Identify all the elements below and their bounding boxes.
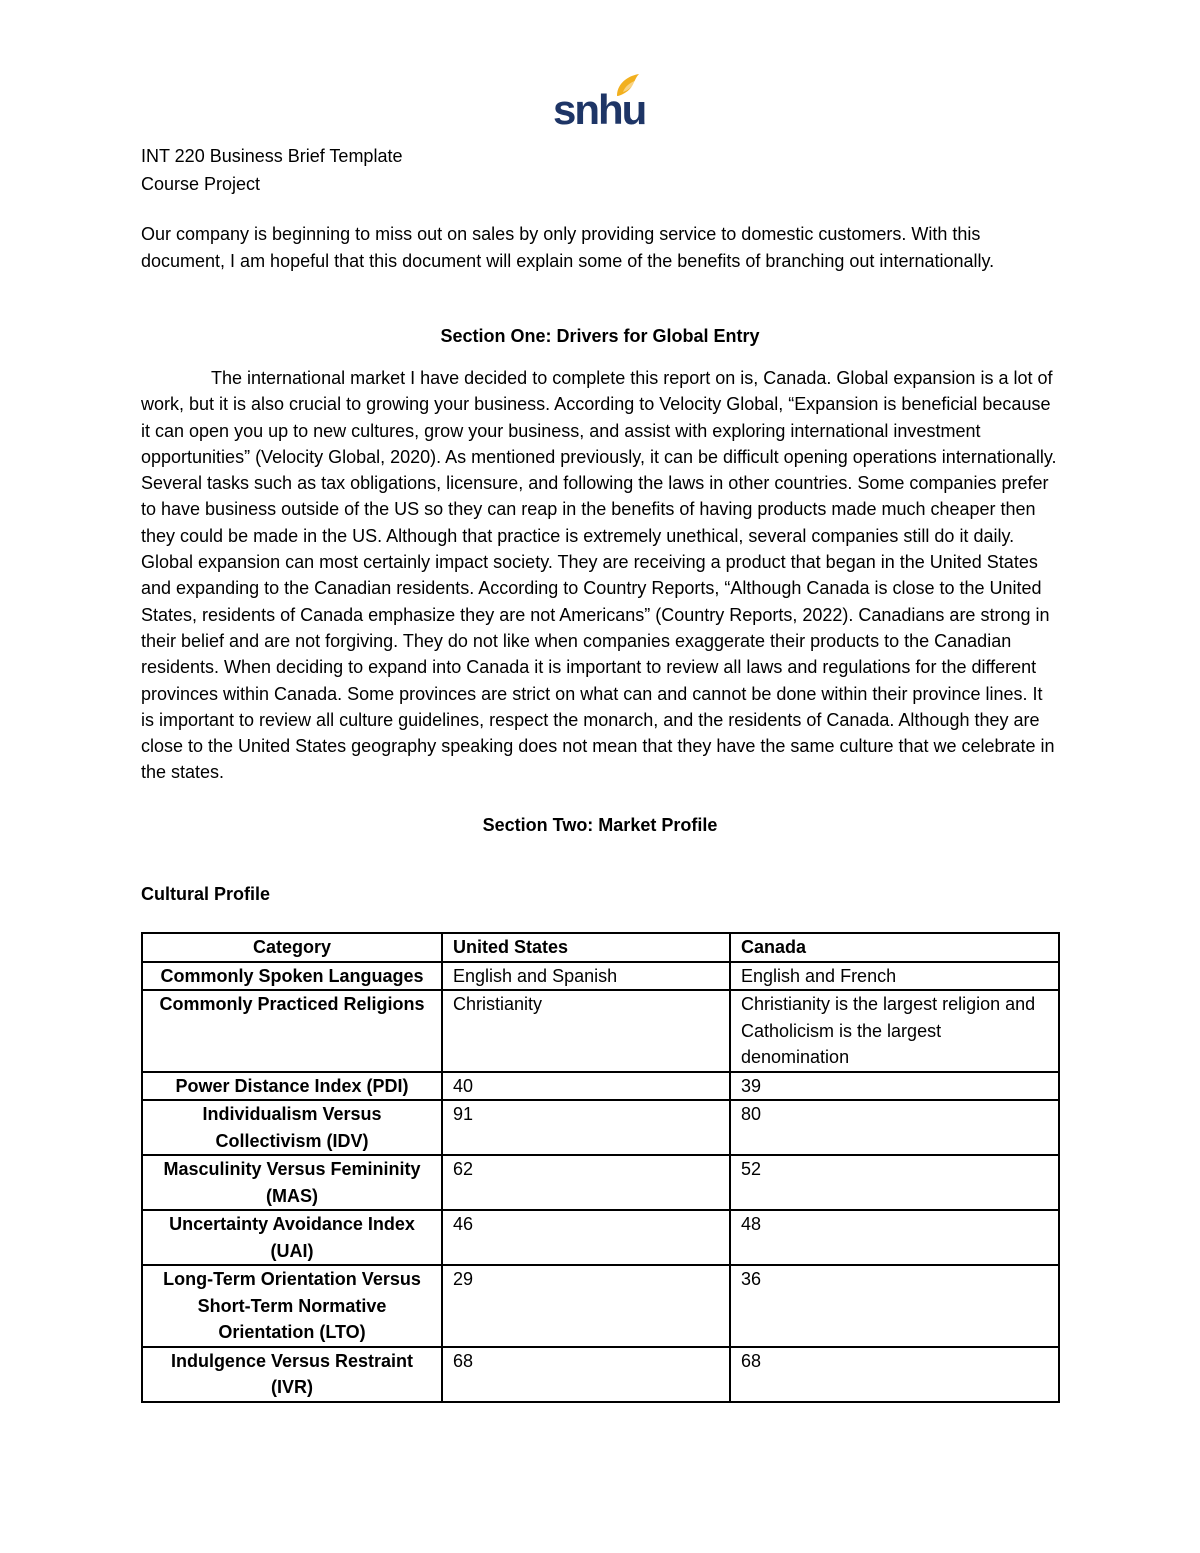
table-row xyxy=(142,1155,1059,1210)
table-row xyxy=(142,1347,1059,1402)
document-title: INT 220 Business Brief Template xyxy=(141,146,403,166)
section-one-heading: Section One: Drivers for Global Entry xyxy=(440,326,760,346)
row-us-value: 29 xyxy=(442,1265,730,1347)
row-category: Power Distance Index (PDI) xyxy=(142,1072,442,1101)
row-canada-value: 39 xyxy=(730,1072,1059,1101)
intro-paragraph: Our company is beginning to miss out on sales by only providing service to domestic customers. With this document, I am hopeful that this document will explain some of the benefits of branching out internationally. xyxy=(141,224,995,271)
cultural-profile-heading: Cultural Profile xyxy=(141,884,271,904)
table-row xyxy=(142,962,1059,991)
flame-icon xyxy=(613,72,641,98)
column-header-canada: Canada xyxy=(730,933,1059,962)
row-us-value: English and Spanish xyxy=(442,962,730,991)
table-row xyxy=(142,1072,1059,1101)
logo-wordmark: snhu xyxy=(553,86,646,133)
row-us-value: 46 xyxy=(442,1210,730,1265)
row-us-value: 91 xyxy=(442,1100,730,1155)
section-one-paragraph: The international market I have decided to complete this report on is, Canada. Global expansion is a lot of work, but it is also crucial to growing your business. According to Velocity Global, “Expansion is beneficial because it can open you up to new cultures, grow your business, and assist with exploring international investment opportunities” (Velocity Global, 2020). As mentioned previously, it can be difficult opening operations internationally. Several tasks such as tax obligations, licensure, and following the laws in other countries. Some companies prefer to have business outside of the US so they can reap in the benefits of having products made much cheaper then they could be made in the US. Although that practice is extremely unethical, several companies still do it daily. Global expansion can most certainly impact society. They are receiving a product that began in the United States and expanding to the Canadian residents. According to Country Reports, “Although Canada is close to the United States, residents of Canada emphasize they are not Americans” (Country Reports, 2022). Canadians are strong in their belief and are not forgiving. They do not like when companies exaggerate their products to the Canadian residents. When deciding to expand into Canada it is important to review all laws and regulations for the different provinces within Canada. Some provinces are strict on what can and cannot be done within their province lines. It is important to review all culture guidelines, respect the monarch, and the residents of Canada. Although they are close to the United States geography speaking does not mean that they have the same culture that we celebrate in the states. xyxy=(141,368,1057,783)
row-us-value: Christianity xyxy=(442,990,730,1072)
row-category: Commonly Practiced Religions xyxy=(142,990,442,1072)
row-canada-value: English and French xyxy=(730,962,1059,991)
row-canada-value: 68 xyxy=(730,1347,1059,1402)
snhu-logo xyxy=(553,72,646,134)
table-row xyxy=(142,1210,1059,1265)
row-us-value: 62 xyxy=(442,1155,730,1210)
table-row xyxy=(142,1100,1059,1155)
cultural-profile-table xyxy=(141,932,1060,1403)
row-canada-value: 48 xyxy=(730,1210,1059,1265)
document-subtitle: Course Project xyxy=(141,174,261,194)
row-category: Uncertainty Avoidance Index (UAI) xyxy=(142,1210,442,1265)
column-header-united-states: United States xyxy=(442,933,730,962)
section-two-heading: Section Two: Market Profile xyxy=(482,815,718,835)
row-category: Individualism Versus Collectivism (IDV) xyxy=(142,1100,442,1155)
row-canada-value: 80 xyxy=(730,1100,1059,1155)
row-canada-value: 52 xyxy=(730,1155,1059,1210)
table-row xyxy=(142,1265,1059,1347)
row-category: Commonly Spoken Languages xyxy=(142,962,442,991)
row-category: Long-Term Orientation Versus Short-Term Normative Orientation (LTO) xyxy=(142,1265,442,1347)
row-category: Masculinity Versus Femininity (MAS) xyxy=(142,1155,442,1210)
table-header-row xyxy=(142,933,1059,962)
row-canada-value: 36 xyxy=(730,1265,1059,1347)
column-header-category: Category xyxy=(142,933,442,962)
row-category: Indulgence Versus Restraint (IVR) xyxy=(142,1347,442,1402)
row-canada-value: Christianity is the largest religion and Catholicism is the largest denomination xyxy=(730,990,1059,1072)
table-row xyxy=(142,990,1059,1072)
row-us-value: 68 xyxy=(442,1347,730,1402)
row-us-value: 40 xyxy=(442,1072,730,1101)
